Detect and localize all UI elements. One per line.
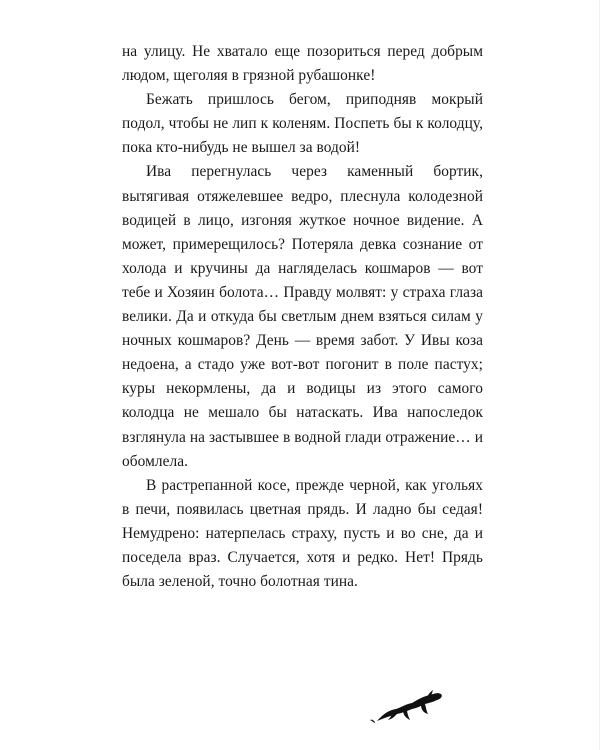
- body-text: [122, 40, 483, 594]
- paragraph-2: Бежать пришлось бегом, приподняв мокрый подол, чтобы не лип к коленям. Поспеть бы к колодцу, пока кто-нибудь не вышел за водой!: [122, 91, 483, 157]
- paragraph-3: Ива перегнулась через каменный бортик, вытягивая отяжелевшее ведро, плеснула колодезной водицей в лицо, изгоняя жуткое ночное видение. А может, примерещилось? Потеряла девка сознание от холода и кручины да нагляделась кошмаров — вот тебе и Хозяин болота… Правду молвят: у страха глаза велики. Да и откуда бы светлым днем взяться силам у ночных кошмаров? День — время забот. У Ивы коза недоена, а стадо уже вот-вот погонит в поле пастух; куры некормлены, да и водицы из этого самого колодца не мешало бы натаскать. Ива напоследок взглянула на застывшее в водной глади отражение… и обомлела.: [122, 163, 483, 470]
- paragraph-1: на улицу. Не хватало еще позориться перед добрым людом, щеголяя в грязной рубашонке!: [122, 43, 483, 85]
- newt-silhouette-icon: [367, 686, 445, 724]
- paragraph-4: В растрепанной косе, прежде черной, как угольях в печи, появилась цветная прядь. И ладно бы седая! Немудрено: натерпелась страху, пусть и во сне, да и поседела враз. Случается, хотя и редко. Нет! Прядь была зеленой, точно болотная тина.: [122, 476, 483, 591]
